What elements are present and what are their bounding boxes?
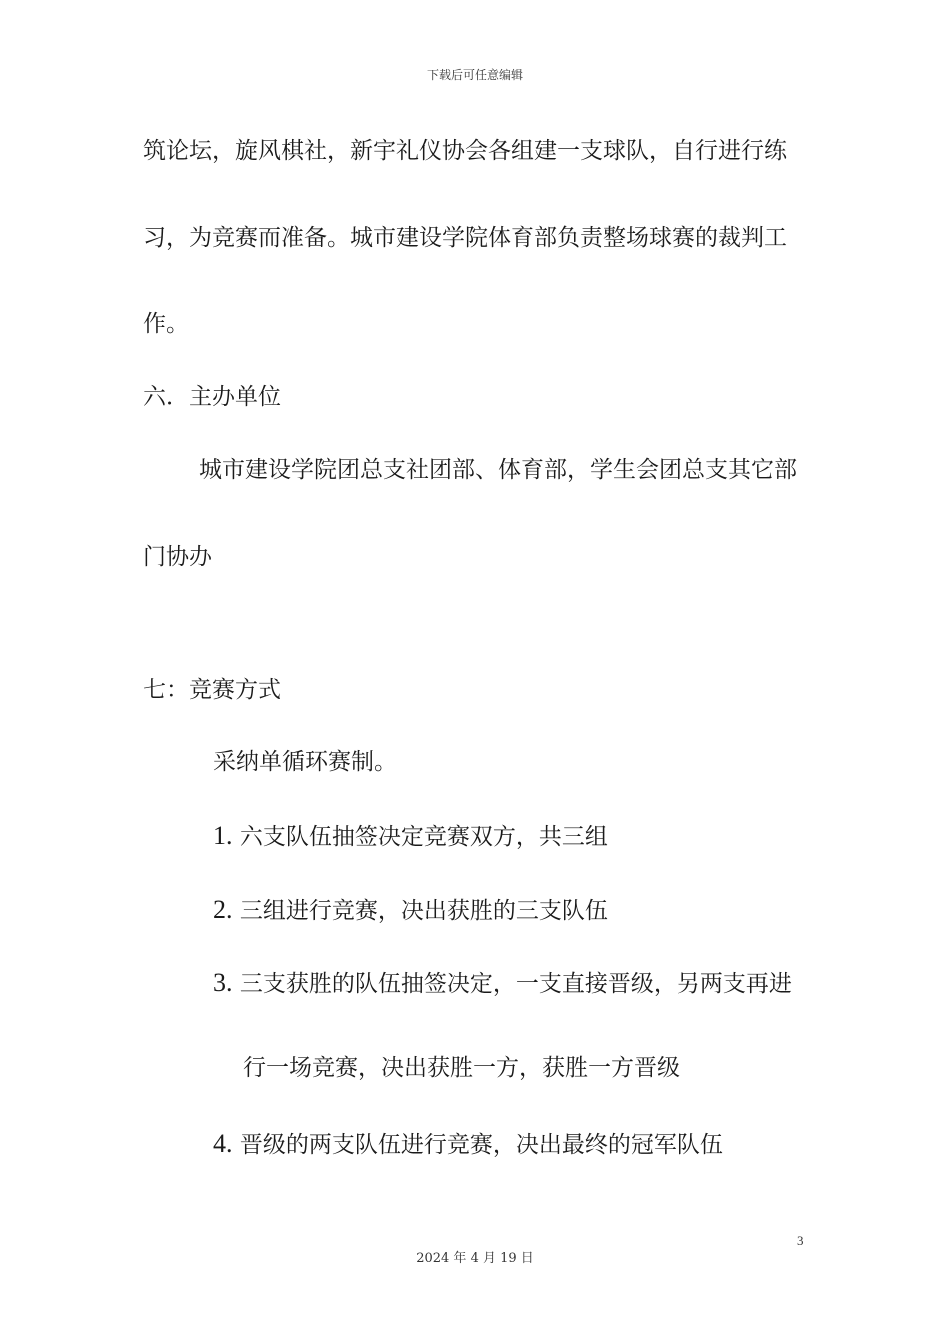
paragraph-line: 采纳单循环赛制。 — [213, 749, 397, 775]
paragraph-line: 作。 — [143, 311, 189, 337]
list-number: 2. — [213, 895, 233, 924]
list-number: 4. — [213, 1129, 233, 1158]
list-item — [213, 967, 792, 999]
list-text: 三组进行竞赛，决出获胜的三支队伍 — [239, 898, 608, 924]
list-text: 三支获胜的队伍抽签决定，一支直接晋级，另两支再进 — [239, 971, 792, 997]
paragraph-line: 城市建设学院团总支社团部、体育部，学生会团总支其它部 — [199, 457, 797, 483]
footer-date: 2024 年 4 月 19 日 — [416, 1251, 534, 1266]
paragraph-line: 筑论坛，旋风棋社，新宇礼仪协会各组建一支球队，自行进行练 — [143, 138, 787, 164]
list-number: 1. — [213, 821, 233, 850]
list-item — [213, 820, 608, 852]
list-item-continuation: 行一场竞赛，决出获胜一方，获胜一方晋级 — [243, 1055, 680, 1081]
list-text: 六支队伍抽签决定竞赛双方，共三组 — [239, 824, 608, 850]
paragraph-line: 门协办 — [143, 544, 212, 570]
list-text: 晋级的两支队伍进行竞赛，决出最终的冠军队伍 — [239, 1132, 723, 1158]
page-number: 3 — [797, 1233, 804, 1248]
list-item — [213, 894, 608, 926]
page-header: 下载后可任意编辑 — [426, 68, 523, 82]
list-item — [213, 1128, 723, 1160]
list-number: 3. — [213, 968, 233, 997]
paragraph-line: 习，为竞赛而准备。城市建设学院体育部负责整场球赛的裁判工 — [143, 225, 787, 251]
section-heading-organizer: 六．主办单位 — [143, 384, 281, 410]
section-heading-competition-format: 七：竞赛方式 — [143, 677, 281, 703]
